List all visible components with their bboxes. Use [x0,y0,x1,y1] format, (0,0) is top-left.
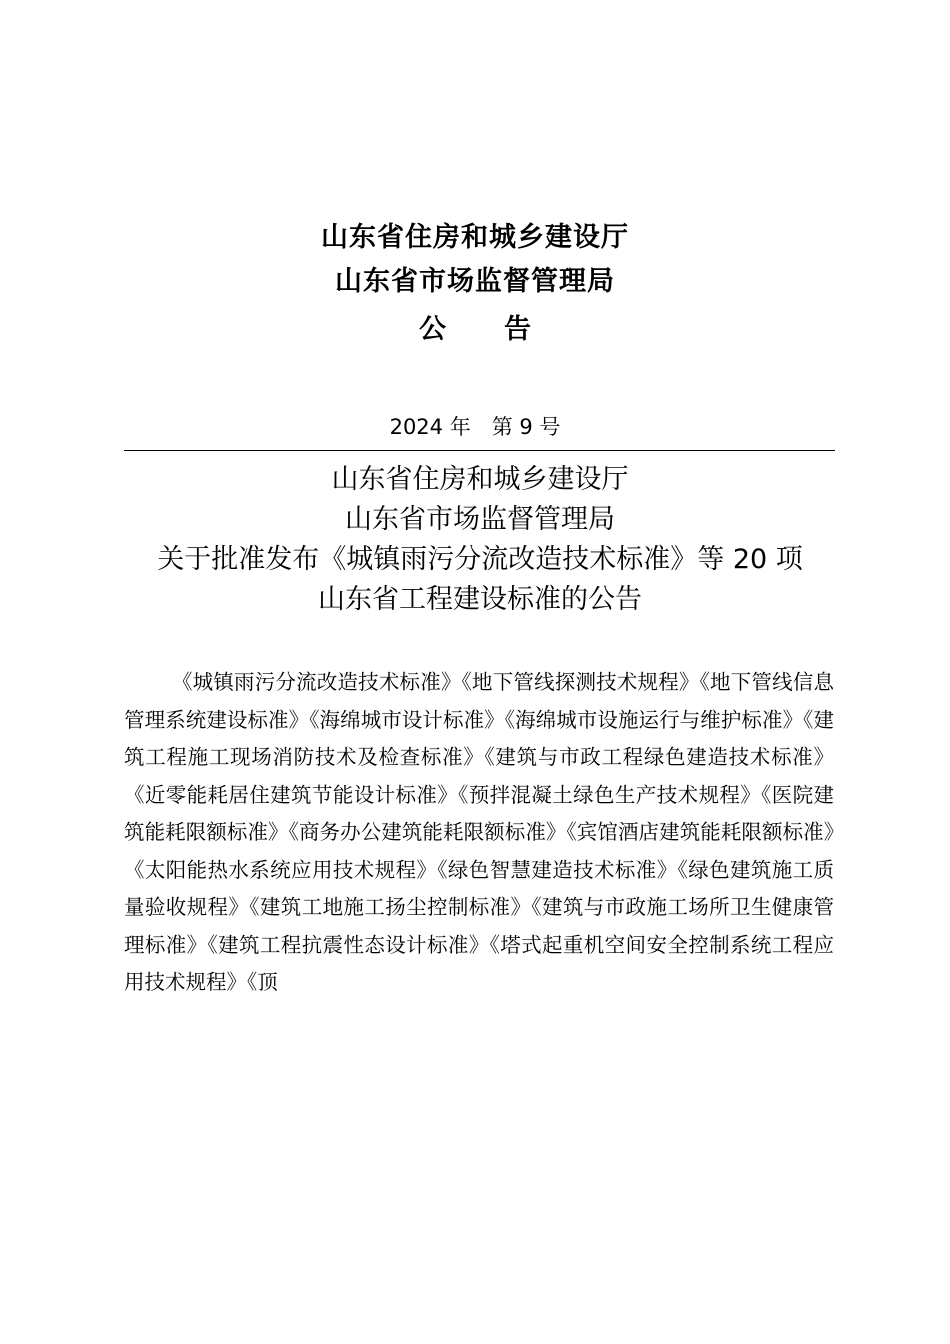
issuer-name-1: 山东省住房和城乡建设厅 [321,222,629,253]
header-divider [124,450,835,451]
title-line-3: 关于批准发布《城镇雨污分流改造技术标准》等 20 项 [157,544,803,575]
notice-char-1: 公 [419,314,446,345]
issue-number: 2024 年 第 9 号 [389,415,561,439]
title-line-1: 山东省住房和城乡建设厅 [331,464,629,495]
notice-heading [0,308,950,352]
issuer-name-2: 山东省市场监督管理局 [335,266,615,297]
notice-char-2: 告 [504,314,531,345]
title-line-2: 山东省市场监督管理局 [345,504,615,535]
title-line-4: 山东省工程建设标准的公告 [318,584,642,615]
body-paragraph: 《城镇雨污分流改造技术标准》《地下管线探测技术规程》《地下管线信息管理系统建设标准》《海绵城市设计标准》《海绵城市设施运行与维护标准》《建筑工程施工现场消防技术及检查标准》《建筑与市政工程绿色建造技术标准》《近零能耗居住建筑节能设计标准》《预拌混凝土绿色生产技术规程》《医院建筑能耗限额标准》《商务办公建筑能耗限额标准》《宾馆酒店建筑能耗限额标准》《太阳能热水系统应用技术规程》《绿色智慧建造技术标准》《绿色建筑施工质量验收规程》《建筑工地施工扬尘控制标准》《建筑与市政施工场所卫生健康管理标准》《建筑工程抗震性态设计标准》《塔式起重机空间安全控制系统工程应用技术规程》《顶 [124,670,834,994]
document-header [0,216,950,352]
announcement-title [100,460,860,620]
